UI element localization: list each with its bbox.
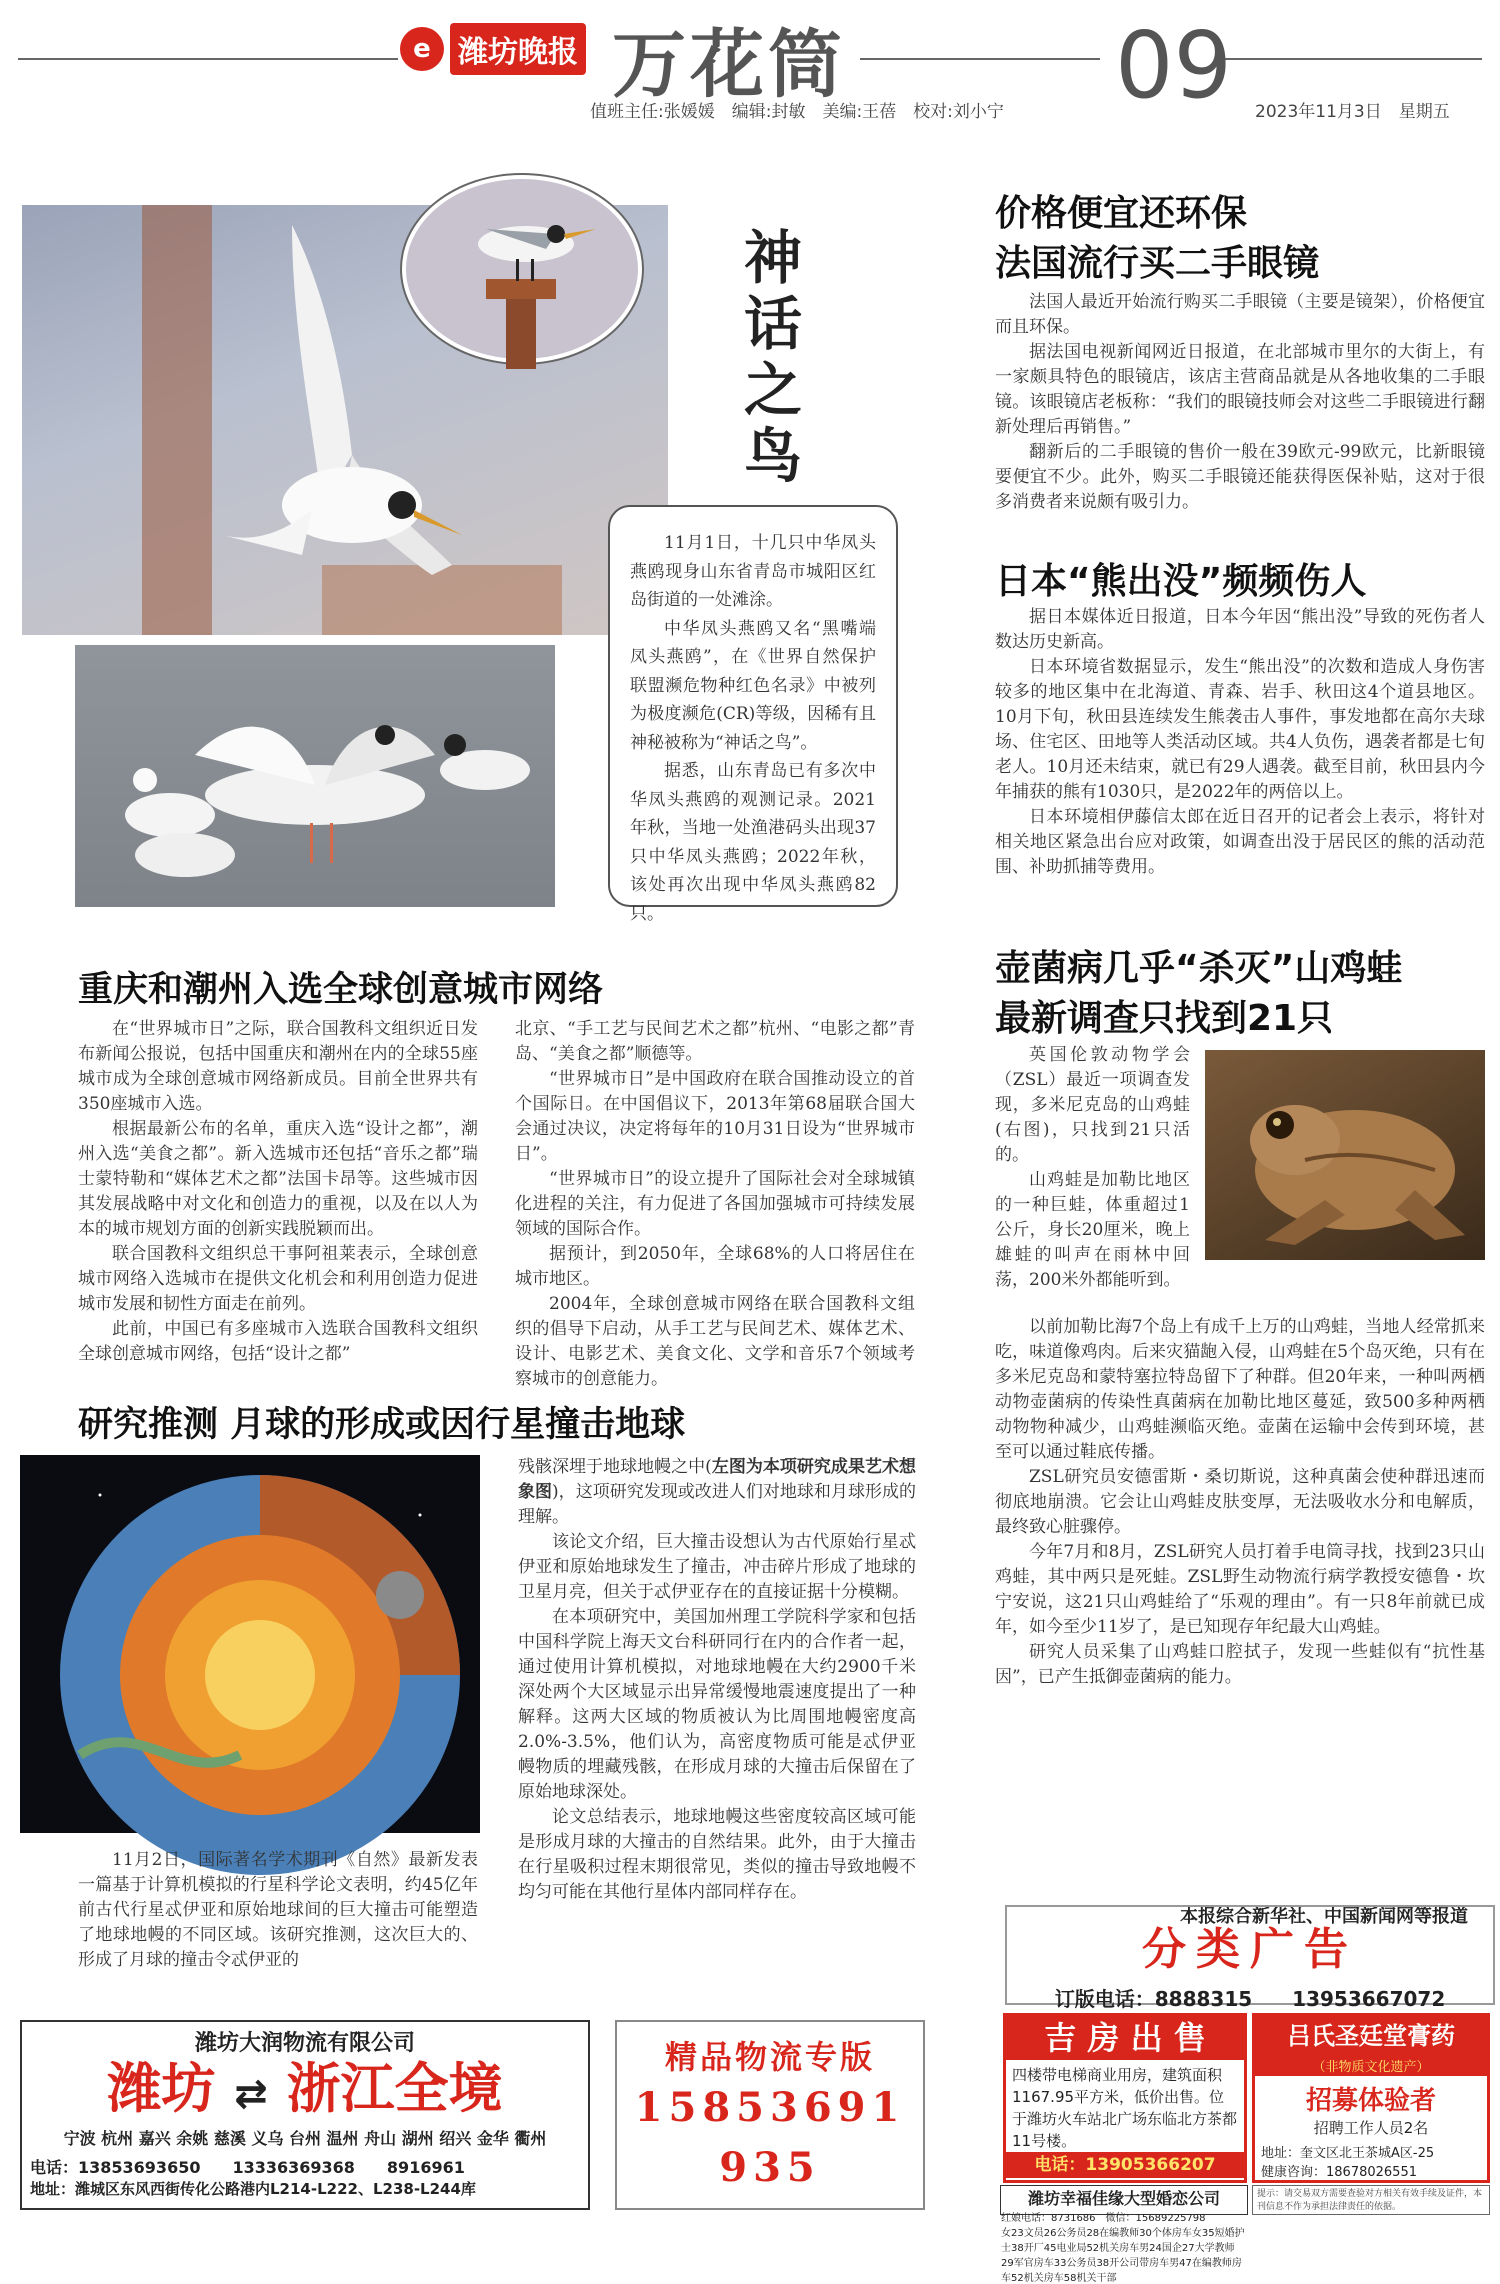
cities-para: 此前，中国已有多座城市入选联合国教科文组织全球创意城市网络，包括“设计之都” [78, 1319, 478, 1364]
classified-header [1005, 1905, 1495, 2011]
issue-date: 2023年11月3日 星期五 [1255, 102, 1450, 122]
jifang-title: 吉 房 出 售 [1006, 2016, 1244, 2060]
terns-on-mudflat-photo [75, 645, 555, 907]
runrun-cities: 宁波 杭州 嘉兴 余姚 慈溪 义乌 台州 温州 舟山 湖州 绍兴 金华 衢州 [63, 2129, 547, 2148]
cities-para: 联合国教科文组织总干事阿祖莱表示，全球创意城市网络入选城市在提供文化机会和利用创造力促进城市发展和韧性方面走在前列。 [78, 1244, 478, 1314]
moon-title: 研究推测 月球的形成或因行星撞击地球 [78, 1405, 686, 1445]
jifang-phone: 电话：13905366207 [1006, 2152, 1244, 2178]
runrun-from: 潍坊 [107, 2057, 216, 2120]
runrun-to: 浙江全境 [286, 2057, 503, 2120]
runrun-phone: 电话：13853693650 13336369368 8916961 [30, 2158, 465, 2177]
moon-para-continued: 残骸深埋于地球地幔之中(左图为本项研究成果艺术想象图)，这项研究发现或改进人们对地球和月球形成的理解。 [518, 1457, 916, 1527]
cities-para-continued: 北京、“手工艺与民间艺术之都”杭州、“电影之都”青岛、“美食之都”顺德等。 [515, 1019, 915, 1064]
frog-para: 以前加勒比海7个岛上有成千上万的山鸡蛙，当地人经常抓来吃，味道像鸡肉。后来灾猫龅入侵，山鸡蛙在5个岛灭绝，只有在多米尼克岛和蒙特塞拉特岛留下了种群。但20年来，一种叫两栖动物壶菌病的传染性真菌病在加勒比地区蔓延，致500多种两栖动物物种减少，山鸡蛙濒临灭绝。壶菌在运输中会传到环境，甚至可以通过鞋底传播。 [995, 1317, 1485, 1462]
logo-name: 潍坊晚报 [450, 23, 586, 75]
cities-col-1 [78, 1017, 478, 1387]
page-number: 09 [1115, 12, 1233, 119]
moon-col-right [518, 1455, 916, 1975]
staff-credits: 值班主任:张媛媛 编辑:封敏 美编:王蓓 校对:刘小宁 [590, 102, 1004, 122]
bird-feature-title: 神话之鸟 [743, 224, 802, 490]
planet-collision-illustration [20, 1455, 480, 1833]
lvshi-phone: 健康咨询：18678026551 [1261, 2165, 1417, 2180]
frog-credit: 本报综合新华社、中国新闻网等报道 [1180, 1906, 1468, 1927]
marriage-ad [1000, 2185, 1248, 2284]
header-rule-left [18, 58, 398, 60]
order-phone: 订版电话：8888315 13953667072 [1054, 1987, 1446, 2011]
moon-para: 该论文介绍，巨大撞击设想认为古代原始行星忒伊亚和原始地球发生了撞击，冲击碎片形成了地球的卫星月亮，但关于忒伊亚存在的直接证据十分模糊。 [518, 1532, 916, 1602]
legal-notice [1252, 2185, 1490, 2215]
bird-para-3: 据悉，山东青岛已有多次中华凤头燕鸥的观测记录。2021年秋，当地一处渔港码头出现37只中华凤头燕鸥；2022年秋，该处再次出现中华凤头燕鸥82只。 [630, 761, 876, 924]
masthead-logo [400, 18, 610, 80]
frog-para: 今年7月和8月，ZSL研究人员打着手电筒寻找，找到23只山鸡蛙，其中两只是死蛙。ZSL野生动物流行病学教授安德鲁・坎宁安说，这21只山鸡蛙给了“乐观的理由”。有一只8年前就已成年，如今至少11岁了，是已知现存年纪最大山鸡蛙。 [995, 1542, 1485, 1637]
cities-col-2 [515, 1017, 915, 1387]
bears-para: 日本环境省数据显示，发生“熊出没”的次数和造成人身伤害较多的地区集中在北海道、青森、岩手、秋田这4个道县地区。10月下旬，秋田县连续发生熊袭击人事件，事发地都在高尔夫球场、住宅区、田地等人类活动区域。共4人负伤，遇袭者都是七旬老人。10月还未结束，就已有29人遇袭。截至目前，秋田县内今年捕获的熊有1030只，是2022年的两倍以上。 [995, 657, 1485, 802]
section-title: 万花筒 [612, 22, 846, 108]
logo-e-icon: e [400, 27, 444, 71]
classified-title: 分类广告 [1142, 1924, 1358, 1975]
bears-title: 日本“熊出没”频频伤人 [995, 561, 1367, 602]
moon-para: 论文总结表示，地球地幔这些密度较高区域可能是形成月球的大撞击的自然结果。此外，由于大撞击在行星吸积过程末期很常见，类似的撞击导致地幔不均匀可能在其他行星体内部同样存在。 [518, 1807, 916, 1902]
moon-para: 在本项研究中，美国加州理工学院科学家和包括中国科学院上海天文台科研同行在内的合作者一起，通过使用计算机模拟，对地球地幔在大约2900千米深处两个大区域显示出异常缓慢地震速度提出了一种解释。这两大区域的物质被认为比周围地幔密度高2.0%-3.5%，他们认为，高密度物质可能是忒伊亚幔物质的埋藏残骸，在形成月球的大撞击后保留在了原始地球深处。 [518, 1607, 916, 1802]
glasses-title-line2: 法国流行买二手眼镜 [995, 243, 1320, 284]
moon-figure-caption: 左图为本项研究成果艺术想象图 [518, 1457, 916, 1502]
lvshi-addr: 地址：奎文区北王茶城A区-25 [1261, 2146, 1435, 2161]
bears-body [995, 605, 1485, 905]
glasses-title-line1: 价格便宜还环保 [995, 193, 1248, 234]
frog-title-line1: 壶菌病几乎“杀灭”山鸡蛙 [995, 948, 1403, 989]
lvshi-staff: 招聘工作人员2名 [1313, 2119, 1429, 2137]
frog-title-line2: 最新调查只找到21只 [995, 998, 1334, 1039]
bears-para: 据日本媒体近日报道，日本今年因“熊出没”导致的死伤者人数达历史新高。 [995, 607, 1485, 652]
runrun-addr: 地址：潍城区东风西街传化公路港内L214-L222、L238-L244库 [30, 2180, 476, 2198]
header-rule-mid [860, 58, 1100, 60]
runrun-logistics-ad [20, 2020, 590, 2210]
glasses-para: 翻新后的二手眼镜的售价一般在39欧元-99欧元，比新眼镜要便宜不少。此外，购买二手眼镜还能获得医保补贴，这对于很多消费者来说颇有吸引力。 [995, 442, 1485, 512]
glasses-para: 法国人最近开始流行购买二手眼镜（主要是镜架），价格便宜而且环保。 [995, 292, 1485, 337]
cities-para: 据预计，到2050年，全球68%的人口将居住在城市地区。 [515, 1244, 915, 1289]
cities-para: 根据最新公布的名单，重庆入选“设计之都”，潮州入选“美食之都”。新入选城市还包括“音乐之都”瑞士蒙特勒和“媒体艺术之都”法国卡昂等。这些城市因其发展战略中对文化和创造力的重视，以及在以人为本的城市规划方面的创新实践脱颖而出。 [78, 1119, 478, 1239]
notice-text: 提示：请交易双方需要查验对方相关有效手续及证件，本刊信息不作为承担法律责任的依据。 [1257, 2189, 1483, 2212]
frog-intro-para: 山鸡蛙是加勒比地区的一种巨蛙，体重超过1公斤，身长20厘米，晚上雄蛙的叫声在雨林中回荡，200米外都能听到。 [995, 1170, 1190, 1290]
frog-intro-para: 英国伦敦动物学会（ZSL）最近一项调查发现，多米尼克岛的山鸡蛙(右图)，只找到21只活的。 [995, 1045, 1190, 1165]
header-rule-right [1220, 58, 1482, 60]
cities-para: 在“世界城市日”之际，联合国教科文组织近日发布新闻公报说，包括中国重庆和潮州在内的全球55座城市成为全球创意城市网络新成员。目前全世界共有350座城市入选。 [78, 1019, 478, 1114]
bird-para-1: 11月1日，十几只中华凤头燕鸥现身山东省青岛市城阳区红岛街道的一处滩涂。 [630, 533, 876, 610]
tern-on-post-photo [402, 175, 642, 363]
jifang-body: 四楼带电梯商业用房，建筑面积1167.95平方米，低价出售。位于潍坊火车站北广场东临北方茶都11号楼。 [1012, 2066, 1238, 2150]
moon-para: 11月2日，国际著名学术期刊《自然》最新发表一篇基于计算机模拟的行星科学论文表明，约45亿年前古代行星忒伊亚和原始地球间的巨大撞击可能塑造了地球地幔的不同区域。该研究推测，这次巨大的、形成了月球的撞击令忒伊亚的 [78, 1850, 478, 1970]
mountain-chicken-frog-photo [1205, 1050, 1485, 1260]
bird-para-2: 中华凤头燕鸥又名“黑嘴端凤头燕鸥”，在《世界自然保护联盟濒危物种红色名录》中被列为极度濒危(CR)等级，因稀有且神秘被称为“神话之鸟”。 [630, 618, 876, 753]
cities-para: “世界城市日”的设立提升了国际社会对全球城镇化进程的关注，有力促进了各国加强城市可持续发展领域的国际合作。 [515, 1169, 915, 1239]
marriage-body: 女23文员26公务员28在编教师30个体房车女35短婚护士38开厂45电业局52机关房车男24国企27大学教师29军官房车33公务员38开公司带房车男47在编教师房车52机关房车58机关干部 [1001, 2228, 1245, 2284]
runrun-company: 潍坊大润物流有限公司 [194, 2031, 415, 2056]
logistics-number: 15853691935 [634, 2084, 906, 2191]
bird-caption-box [608, 505, 898, 924]
moon-col-left [78, 1848, 478, 1976]
glasses-para: 据法国电视新闻网近日报道，在北部城市里尔的大街上，有一家颇具特色的眼镜店，该店主营商品就是从各地收集的二手眼镜。该眼镜店老板称：“我们的眼镜技师会对这些二手眼镜进行翻新处理后再销售。” [995, 342, 1485, 437]
premium-logistics-ad [615, 2020, 925, 2210]
marriage-phone: 红娘电话：8731686 微信：15689225798 [1001, 2213, 1206, 2224]
runrun-route [22, 2057, 588, 2126]
bears-para: 日本环境相伊藤信太郎在近日召开的记者会上表示，将针对相关地区紧急出台应对政策，如调查出没于居民区的熊的活动范围、补助抓捕等费用。 [995, 807, 1485, 877]
cities-para: “世界城市日”是中国政府在联合国推动设立的首个国际日。在中国倡议下，2013年第68届联合国大会通过决议，决定将每年的10月31日设为“世界城市日”。 [515, 1069, 915, 1164]
lvshi-recruit: 招募体验者 [1305, 2086, 1436, 2116]
marriage-title: 潍坊幸福佳缘大型婚恋公司 [1027, 2189, 1220, 2208]
logistics-title: 精品物流专版 [664, 2038, 875, 2076]
glasses-body [995, 290, 1485, 510]
lvshi-title: 吕氏圣廷堂膏药 [1255, 2016, 1487, 2056]
jifang-ad [1003, 2013, 1247, 2183]
frog-body [995, 1315, 1485, 1895]
frog-para: ZSL研究员安德雷斯・桑切斯说，这种真菌会使种群迅速而彻底地崩溃。它会让山鸡蛙皮肤变厚，无法吸收水分和电解质，最终致心脏骤停。 [995, 1467, 1485, 1537]
lvshi-ad [1252, 2013, 1490, 2183]
frog-para: 研究人员采集了山鸡蛙口腔拭子，发现一些蛙似有“抗性基因”，已产生抵御壶菌病的能力。 [995, 1642, 1485, 1687]
cities-para: 2004年，全球创意城市网络在联合国教科文组织的倡导下启动，从手工艺与民间艺术、媒体艺术、设计、电影艺术、美食文化、文学和音乐7个领域考察城市的创意能力。 [515, 1294, 915, 1389]
cities-title: 重庆和潮州入选全球创意城市网络 [78, 970, 604, 1010]
frog-intro [995, 1043, 1190, 1315]
two-way-arrow-icon: ⇄ [234, 2071, 268, 2117]
lvshi-sub: （非物质文化遗产） [1255, 2056, 1487, 2076]
